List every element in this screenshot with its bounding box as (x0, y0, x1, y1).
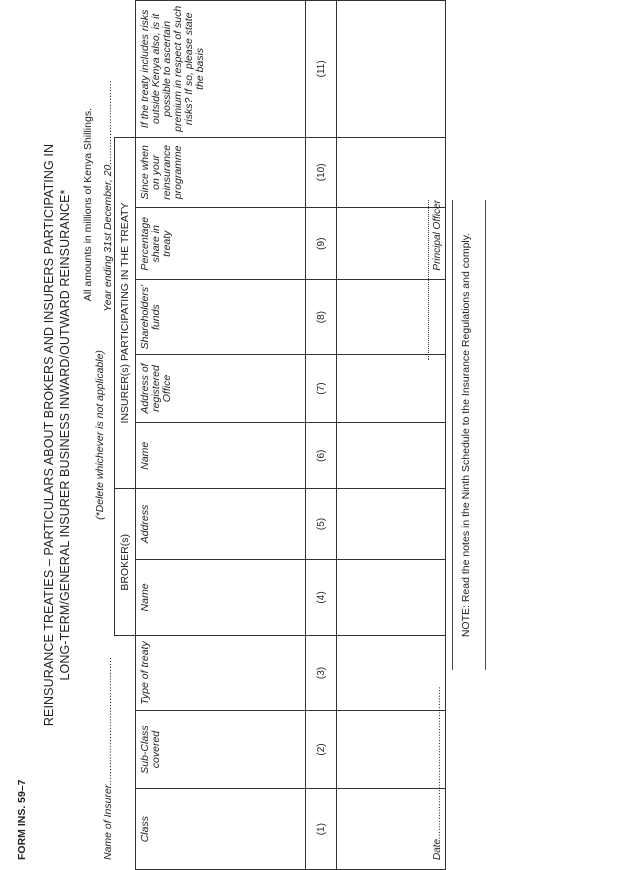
column-number: (5) (306, 489, 337, 559)
column-number: (6) (306, 423, 337, 489)
delete-note: (*Delete whichever is not applicable) (94, 350, 106, 520)
principal-officer-label: Principal Officer (432, 200, 443, 271)
blank-cell[interactable] (337, 789, 446, 870)
divider (452, 200, 453, 670)
col-header-insurer-name: Name (136, 423, 306, 489)
column-number: (7) (306, 354, 337, 422)
col-header-shareholders-funds: Shareholders' funds (136, 280, 306, 354)
group-header-empty (115, 1, 136, 138)
form-title-line-1: REINSURANCE TREATIES – PARTICULARS ABOUT BROKERS AND INSURERS PARTICIPATING IN (42, 143, 56, 727)
group-header-empty (115, 636, 136, 870)
column-number: (3) (306, 636, 337, 711)
col-header-registered-office: Address of registered Office (136, 354, 306, 422)
column-number: (8) (306, 280, 337, 354)
col-header-type-of-treaty: Type of treaty (136, 636, 306, 711)
reinsurance-treaties-table (114, 0, 446, 870)
blank-cell[interactable] (337, 208, 446, 280)
blank-cell[interactable] (337, 137, 446, 207)
col-header-broker-address: Address (136, 489, 306, 559)
column-number: (4) (306, 559, 337, 636)
name-of-insurer: Name of Insurer............................................ (102, 656, 114, 860)
col-header-risks-outside-kenya: If the treaty includes risks outside Kenya also, is it possible to ascertain premium in respect of such risks? If so, please state the basis (136, 1, 306, 138)
ninth-schedule-note: NOTE: Read the notes in the Ninth Schedule to the Insurance Regulations and comply. (460, 232, 472, 638)
form-number: FORM INS. 59–7 (16, 779, 28, 860)
table-row (337, 1, 446, 870)
column-number: (10) (306, 137, 337, 207)
signature-line (428, 200, 429, 360)
col-header-since-when: Since when on your reinsurance programme (136, 137, 306, 207)
date-field[interactable]: Date....................................................... (432, 686, 443, 860)
blank-cell[interactable] (337, 423, 446, 489)
blank-cell[interactable] (337, 636, 446, 711)
blank-cell[interactable] (337, 280, 446, 354)
blank-cell[interactable] (337, 1, 446, 138)
divider (485, 200, 486, 670)
column-number: (1) (306, 789, 337, 870)
form-title-line-2: LONG-TERM/GENERAL INSURER BUSINESS INWARD/OUTWARD REINSURANCE* (58, 189, 72, 681)
year-ending: Year ending 31st December, 20............................. (102, 80, 114, 312)
blank-cell[interactable] (337, 710, 446, 789)
amounts-note: All amounts in millions of Kenya Shillings. (82, 108, 94, 302)
column-number: (9) (306, 208, 337, 280)
col-header-sub-class: Sub-Class covered (136, 710, 306, 789)
column-number: (2) (306, 710, 337, 789)
group-header-brokers: BROKER(s) (115, 489, 136, 636)
blank-cell[interactable] (337, 489, 446, 559)
column-number: (11) (306, 1, 337, 138)
blank-cell[interactable] (337, 559, 446, 636)
col-header-class: Class (136, 789, 306, 870)
col-header-percentage-share: Percentage share in treaty (136, 208, 306, 280)
col-header-broker-name: Name (136, 559, 306, 636)
group-header-insurers: INSURER(s) PARTICIPATING IN THE TREATY (115, 137, 136, 489)
blank-cell[interactable] (337, 354, 446, 422)
